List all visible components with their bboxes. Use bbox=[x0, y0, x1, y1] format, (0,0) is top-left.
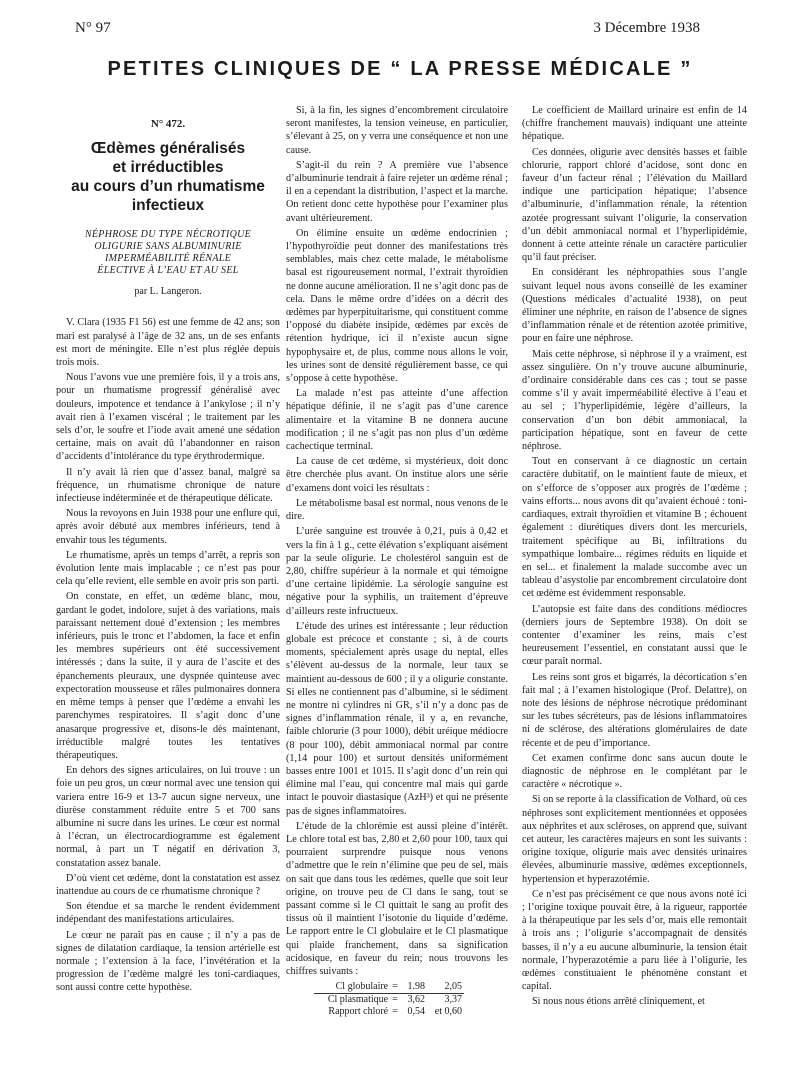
paragraph: On élimine ensuite un œdème endocrinien ; l’hypothyroïdie peut donner des manifestations très semblables, mais chez cette malade, le métabolisme basal est rigoureusement normal, l’extrait thyroïdien ne donne aucune amélioration. Il ne s’agit donc pas de cela. Dans le même ordre d’idées on a décrit des œdèmes par hyperpituitarisme, qui constituent comme l’opposé du diabète insipide, œdèmes par excès de rétention hydrique, ici il n’existe aucun signe hypophysaire et, de plus, comme nous allons le voir, les urines sont de densité régulièrement basse, ce qui s’oppose à cette hypothèse. bbox=[286, 227, 508, 385]
chlore-eq: = bbox=[392, 1006, 398, 1018]
paragraph: Nous la revoyons en Juin 1938 pour une enflure qui, après avoir débuté aux membres inférieurs, tend à envahir tous les téguments. bbox=[56, 508, 280, 546]
chlore-label: Cl plasmatique bbox=[314, 994, 390, 1007]
paragraph: L’étude des urines est intéressante ; leur réduction globale est précoce et constante ; si, à de courts moments, spécialement après usage du neptal, elles s’élèvent au-dessus de la normale, leur taux se maintient au-dessous de 600 ; il y a oligurie constante. Si elles ne contiennent pas d’albumine, si le sédiment ne montre ni cylindres ni GR, s’il n’y a donc pas de signes d’inflammation rénale, il y a, en revanche, faible chlorurie (3 pour 1000), débit uréique médiocre (8 pour 100), débit ammoniacal normal par contre (1,14 pour 100) et surtout densités uniformément basses entre 1001 et 1015. Il s’agit donc d’un rein qui élimine mal l’eau, qui concentre mal mais qui garde intact le pouvoir diastasique (AzH³) et qui ne présente pas de signes inflammatoires. bbox=[286, 620, 508, 817]
paragraph: Le métabolisme basal est normal, nous venons de le dire. bbox=[286, 497, 508, 523]
title-line: au cours d’un rhumatisme bbox=[71, 178, 265, 196]
paragraph: Les reins sont gros et bigarrés, la décortication s’en fait mal ; à l’examen histologique (Prof. Delattre), on note des lésions de néphrose nécrotique prédominant sur les tubes sécréteurs, pas de lésions inflammatoires ni de sclérose, des altérations glomérulaires de date récente et de peu d’importance. bbox=[522, 671, 747, 749]
paragraph: Nous l’avons vue une première fois, il y a trois ans, pour un rhumatisme progressif généralisé avec douleurs, impotence et tendance à l’ankylose ; il n’y avait rien à l’examen viscéral ; le traitement par les sels d’or, le soufre et l’iode avait amené une sédation certaine, mais on avait dû l’abandonner en raison d’accidents d’intolérance du type érythrodermique. bbox=[56, 372, 280, 463]
subtitle-line: ÉLECTIVE À L’EAU ET AU SEL bbox=[97, 265, 239, 277]
article-number: N° 472. bbox=[150, 118, 186, 130]
column-2 bbox=[286, 104, 508, 1079]
paragraph: L’étude de la chlorémie est aussi pleine d’intérêt. Le chlore total est bas, 2,80 et 2,60 pour 100, taux qui pourraient surprendre puisque nous venons d’admettre que le rein n’élimine que peu de sel, mais on sait que dans tous les œdèmes, quelle que soit leur origine, on trouve peu de Cl dans le sang, tout se passant comme si le Cl quittait le sang au profit des tissus où il maintient l’isotonie du liquide d’œdème. Le rapport entre le Cl globulaire et le Cl plasmatique qui plaide franchement, dans sa signification acidosique, en faveur du rein; nous trouvons les chiffres suivants : bbox=[286, 820, 508, 977]
chlore-table bbox=[314, 981, 464, 1018]
subtitle-line: OLIGURIE SANS ALBUMINURIE bbox=[94, 241, 242, 253]
paragraph: Si, à la fin, les signes d’encombrement circulatoire seront manifestes, la tension veineuse, en particulier, s’élevant à 25, on y verra une conséquence et non une cause. bbox=[286, 105, 508, 156]
chlore-value-1: 0,54 bbox=[407, 1006, 425, 1018]
paragraph: En dehors des signes articulaires, on lui trouve : un foie un peu gros, un cœur normal avec une tension qui variera entre 16-9 et 13-7 aucun signe nerveux, une diurèse constamment réduite entre 5 et 700 sans albumine ni sucre dans les urines. Le cœur est normal à l’écran, un électrocardiogramme est également normal, à part un T négatif en dérivation 3, constatation assez banale. bbox=[56, 765, 280, 869]
masthead: PETITES CLINIQUES DE “ LA PRESSE MÉDICALE ” bbox=[107, 58, 693, 80]
subtitle-line: IMPERMÉABILITÉ RÉNALE bbox=[105, 253, 231, 265]
paragraph: Le cœur ne paraît pas en cause ; il n’y a pas de signes de dilatation cardiaque, la tension artérielle est normale ; l’extension à la face, l’invétération et la progression de l’œdème malgré les toni-cardiaques, sont aussi contre cette hypothèse. bbox=[56, 929, 280, 994]
paragraph: En considérant les néphropathies sous l’angle suivant lequel nous avons conseillé de les examiner (Questions médicales d’actualité 1938), on peut éliminer une néphrite, en raison de l’absence de signes d’inflammation rénale et de rétention azotée primitive, pour en faire une néphrose. bbox=[522, 267, 747, 345]
chlore-label: Cl globulaire bbox=[335, 981, 389, 993]
paragraph: Le coefficient de Maillard urinaire est enfin de 14 (chiffre franchement mauvais) indiquant une atteinte hépatique. bbox=[522, 105, 747, 143]
article-subtitle bbox=[56, 229, 280, 277]
issue-date: 3 Décembre 1938 bbox=[593, 20, 700, 36]
title-line: et irréductibles bbox=[112, 159, 224, 177]
paragraph: V. Clara (1935 F1 56) est une femme de 42 ans; son mari est paralysé à l’âge de 32 ans, un de ses enfants est mort de méningite. Elle n’est plus réglée depuis trois mois. bbox=[56, 317, 280, 369]
paragraph: L’urée sanguine est trouvée à 0,21, puis à 0,42 et vers la fin à 1 g., cette élévation s’expliquant aisément par la seule oligurie. Le cholestérol sanguin est de 2,80, chiffre supérieur à la normale et qui témoigne d’une certaine lipidémie. La sérologie sanguine est négative pour la syphilis, un traitement d’épreuve d’ailleurs reste infructueux. bbox=[286, 526, 508, 617]
issue-number: N° 97 bbox=[75, 20, 111, 36]
subtitle-line: NÉPHROSE DU TYPE NÉCROTIQUE bbox=[84, 229, 252, 241]
column-1 bbox=[56, 104, 280, 1079]
paragraph: On constate, en effet, un œdème blanc, mou, gardant le godet, indolore, sujet à des variations, mais paraissant nettement doué d’extension ; les membres inférieurs, puis le tronc et l’abdomen, la face et enfin les membres supérieurs ont été successivement intéressés ; dans la suite, il y aura de l’ascite et des épanchements pleuraux, une dyspnée quinteuse avec expectoration mousseuse et râles pulmonaires donnera en même temps à penser que l’œdème a envahi les parenchymes respiratoires. Il s’agit donc d’une anasarque progressive et, disons-le dès maintenant, irréductible malgré toutes les tentatives thérapeutiques. bbox=[56, 591, 280, 761]
chlore-row bbox=[314, 1006, 464, 1018]
title-line: Œdèmes généralisés bbox=[90, 140, 246, 158]
chlore-value-2: 2,05 bbox=[444, 981, 462, 993]
paragraph: S’agit-il du rein ? A première vue l’absence d’albuminurie tendrait à faire rejeter un œdème rénal ; il en a cependant la distribution, l’aspect et la marche. On retient donc cette hypothèse pour l’examiner plus avant ultérieurement. bbox=[286, 159, 508, 224]
chlore-value-2: 3,37 bbox=[427, 994, 464, 1007]
paragraph: Ce n’est pas précisément ce que nous avons noté ici ; l’origine toxique pouvait être, à la rigueur, rapportée à la thérapeutique par les sels d’or, mais elle remontait à trois ans ; l’oligurie s’accompagnait de densités basses, il n’y a eu aucune albuminurie, la tension était normale, l’hyperazotémie a paru liée à l’oligurie, les œdèmes constituaient le phénomène constant et capital. bbox=[522, 888, 747, 993]
paragraph: Son étendue et sa marche le rendent évidemment indépendant des manifestations articulaires. bbox=[56, 901, 280, 926]
chlore-value-1: 3,62 bbox=[402, 994, 427, 1007]
chlore-eq: = bbox=[392, 981, 398, 993]
paragraph: Ces données, oligurie avec densités basses et faible chlorurie, rapport chloré d’acidose, sont donc en faveur d’un facteur rénal ; l’élévation du Maillard indique une participation hépatique; l’absence d’albuminurie, d’inflammation rénale, la rétention azotée progressant suivant l’oligurie, la conservation d’un débit ammoniacal normal et l’hyperlipidémie, donnent à cette atteinte rénale un caractère particulier qu’il faut préciser. bbox=[522, 146, 747, 264]
paragraph: La cause de cet œdème, si mystérieux, doit donc être cherchée plus avant. On institue alors une série d’examens dont voici les résultats : bbox=[286, 456, 508, 494]
paragraph: L’autopsie est faite dans des conditions médiocres (derniers jours de Septembre 1938). On doit se contenter d’examiner les reins, mais c’est heureusement l’essentiel, en constatant aussi que le cœur paraît normal. bbox=[522, 603, 747, 668]
chlore-row bbox=[314, 981, 464, 994]
chlore-value-1: 1.98 bbox=[407, 981, 425, 993]
paragraph: Si nous nous étions arrêté cliniquement, et bbox=[532, 996, 705, 1008]
column-3 bbox=[522, 104, 747, 1079]
chlore-value-2: et 0,60 bbox=[434, 1006, 462, 1018]
paragraph: Si on se reporte à la classification de Volhard, où ces néphroses sont explicitement mentionnées et opposées aux néphrites et aux scléroses, on apprend que, suivant cet auteur, les caractères majeurs en sont les suivants : origine toxique, oligurie mais avec densités urinaires élevées, albuminurie massive, œdèmes exceptionnels, hypertension et hyperazotémie. bbox=[522, 794, 747, 885]
paragraph: Le rhumatisme, après un temps d’arrêt, a repris son évolution lente mais implacable ; ce n’est pas pour cela qu’elle revient, elle semble en avoir pris son parti. bbox=[56, 549, 280, 588]
paragraph: Mais cette néphrose, si néphrose il y a vraiment, est assez singulière. On n’y trouve aucune albuminurie, d’ordinaire considérable dans ces cas ; tout se passe comme s’il y avait imperméabilité élective à l’eau et au sel ; l’hyperlipidémie, légère d’ailleurs, la conservation d’un bon débit ammoniacal, la participation hépatique, sont en faveur de cette néphrose. bbox=[522, 348, 747, 453]
paragraph: La malade n’est pas atteinte d’une affection hépatique définie, il ne s’agit pas d’une carence alimentaire et la vitamine B ne donnera aucune modification ; il ne s’agit pas non plus d’un œdème cachectique terminal. bbox=[286, 388, 508, 453]
paragraph: Tout en conservant à ce diagnostic un certain caractère dubitatif, on le maintient faute de mieux, et on s’efforce de s’opposer aux progrès de l’œdème ; vains efforts... nous avons dit qu’avaient échoué : toni-cardiaques, extrait thyroïdien et vitamine B ; échouent également : diurétiques divers dont les mercuriels, traitement spécifique au Bi, infiltrations du sympathique lombaire... régimes réduits en liquide et en sel... et finalement la malade succombe avec un tableau d’asystolie par encombrement circulatoire dont cet œdème est évidemment responsable. bbox=[522, 456, 747, 600]
article-title bbox=[56, 139, 280, 215]
chlore-eq: = bbox=[390, 994, 401, 1007]
title-line: infectieux bbox=[131, 197, 205, 215]
author-byline: par L. Langeron. bbox=[134, 286, 202, 298]
chlore-row bbox=[314, 994, 464, 1007]
paragraph: Cet examen confirme donc sans aucun doute le diagnostic de néphrose en le complétant par le caractère « nécrotique ». bbox=[522, 752, 747, 791]
paragraph: Il n’y avait là rien que d’assez banal, malgré sa fréquence, un rhumatisme chronique de nature infectieuse indéterminée et de thérapeutique délicate. bbox=[56, 466, 280, 505]
chlore-label: Rapport chloré bbox=[328, 1006, 389, 1018]
paragraph: D’où vient cet œdème, dont la constatation est assez inattendue au cours de ce rhumatisme chronique ? bbox=[56, 872, 280, 897]
